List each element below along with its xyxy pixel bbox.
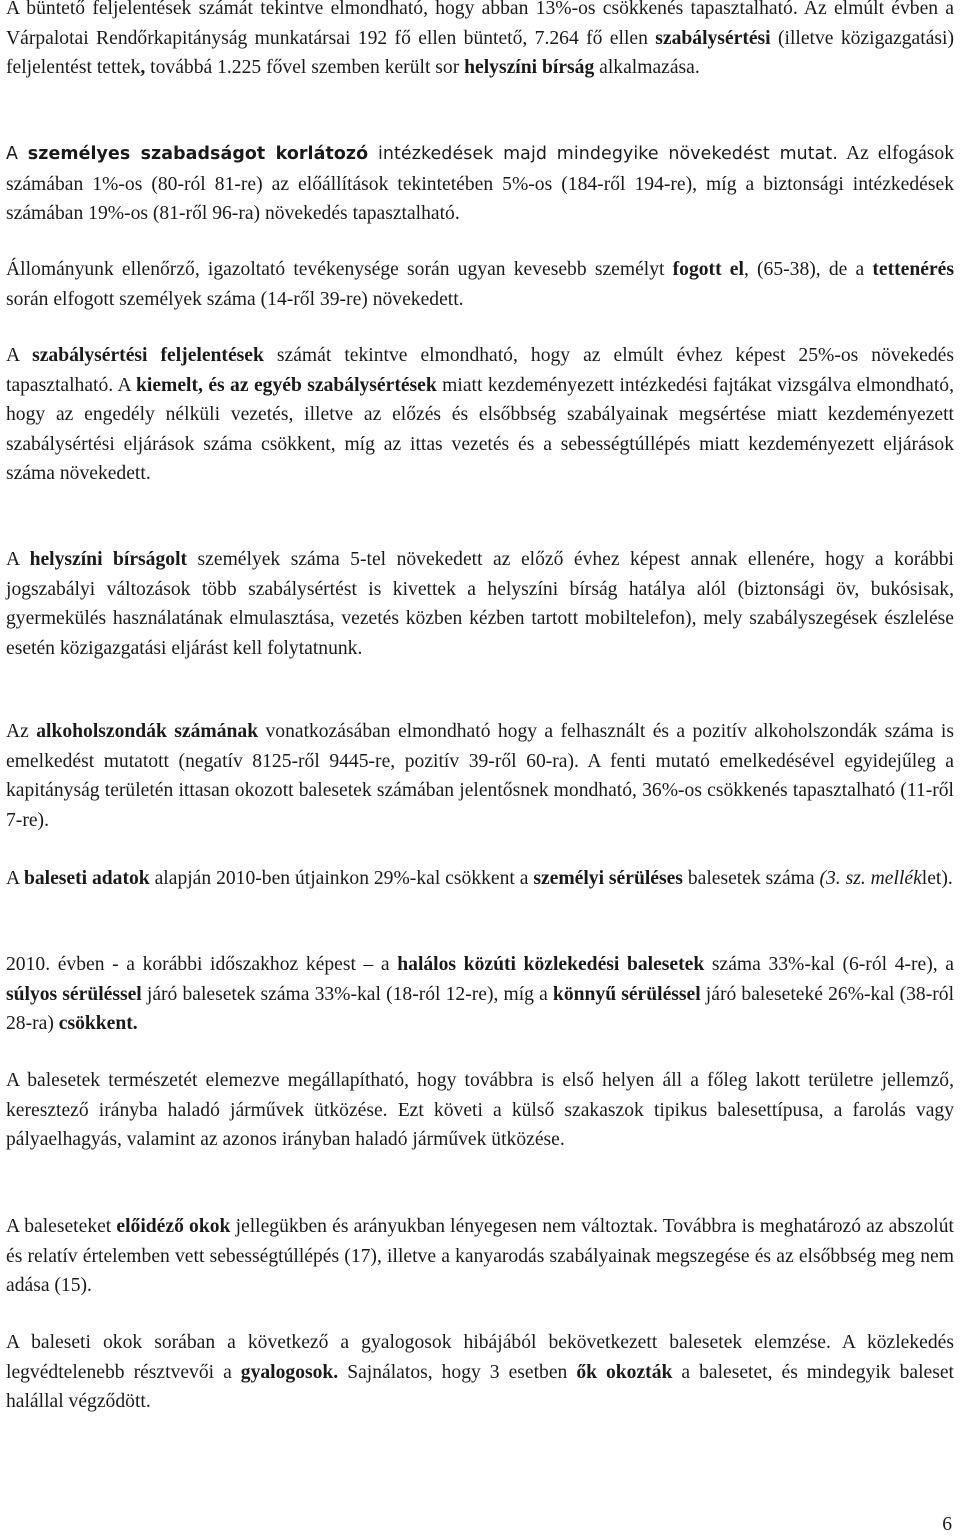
emphasis-text: előidéző okok: [116, 1216, 231, 1237]
body-text: intézkedések majd mindegyike növekedést mutat.: [368, 144, 838, 164]
body-text: alkalmazása.: [594, 57, 700, 79]
body-text: let).: [921, 868, 953, 889]
body-text: A: [6, 345, 33, 366]
paragraph-misdemeanor-reports: [6, 341, 954, 489]
emphasis-text: könnyű sérüléssel: [552, 983, 701, 1005]
emphasis-text: ,: [140, 57, 146, 79]
body-text: , (65-38), de a: [743, 259, 873, 280]
paragraph-accident-data: [6, 864, 954, 894]
emphasis-text: csökkent.: [58, 1013, 138, 1035]
paragraph-pedestrians: [6, 1328, 954, 1417]
body-text: A baleseteket: [6, 1216, 117, 1237]
paragraph-on-spot-fines: [6, 545, 954, 663]
emphasis-text: ők okozták: [576, 1361, 673, 1383]
emphasis-text: kiemelt, és az egyéb szabálysértések: [135, 374, 437, 396]
emphasis-text: helyszíni bírság: [464, 57, 595, 79]
body-text: A baleseti okok sorában a következő a gyalogosok hibájából bekövetkezett balesetek elemzése. A közlekedés legvédtelenebb résztvevői a: [6, 1332, 954, 1383]
body-text: Az elfogások számában 1%-os (80-ról 81-re) az előállítások tekintetében 5%-os (184-ről 194-re), míg a biztonsági intézkedések számában 19%-os (81-ről 96-ra) növekedés tapasztalható.: [6, 143, 955, 225]
body-text: száma 33%-kal (6-ról 4-re), a: [704, 954, 954, 975]
body-text: személyek száma 5-tel növekedett az előző évhez képest annak ellenére, hogy a korábbi jogszabályi változások több szabálysértést is kivettek a helyszíni bírság hatálya alól (biztonsági öv, bukósisak, gyermekülés használatának elmulasztása, vezetés közben kézben tartott mobiltelefon), mely szabályszegések észlelése esetén közigazgatási eljárást kell folytatnunk.: [6, 549, 955, 659]
body-text: vonatkozásában elmondható hogy a felhasznált és a pozitív alkoholszondák száma is emelkedést mutatott (negatív 8125-ről 9445-re, pozitív 39-ről 60-ra). A fenti mutató emelkedésével egyidejűleg a kapitányság területén ittasan okozott balesetek számában jelentősnek mondható, 36%-os csökkenés tapasztalható (11-ről 7-re).: [6, 721, 954, 831]
body-text: A: [6, 144, 28, 164]
emphasis-text: személyes szabadságot korlátozó: [27, 144, 369, 164]
emphasis-text: szabálysértési: [655, 27, 771, 49]
emphasis-text: fogott el: [672, 259, 744, 280]
body-text: A büntető feljelentések számát tekintve elmondható, hogy abban 13%-os csökkenés tapasztalható. Az elmúlt évben a Várpalotai Rendőrkapitányság munkatársai 192 fő ellen büntető, 7.264 fő ellen: [6, 0, 954, 49]
body-text: miatt kezdeményezett intézkedési fajtákat vizsgálva elmondható, hogy az engedély nélküli vezetés, illetve az előzés és elsőbbség szabályainak megsértése miatt kezdeményezett szabálysértési eljárások száma csökkent, míg az ittas vezetés és a sebességtúllépés miatt kezdeményezett eljárások száma növekedett.: [6, 374, 954, 485]
body-text: járó balesetek száma 33%-kal (18-ról 12-re), míg a: [141, 983, 553, 1005]
emphasis-text: tettenérés: [872, 259, 954, 280]
paragraph-accident-severity: [6, 950, 954, 1039]
italic-text: (3. sz. mellék: [819, 868, 922, 889]
paragraph-checks-arrests: [6, 255, 954, 314]
paragraph-criminal-reports: [6, 0, 954, 83]
body-text: Állományunk ellenőrző, igazoltató tevékenysége során ugyan kevesebb személyt: [6, 259, 673, 280]
body-text: járó baleseteké 26%-kal (38-ról 28-ra): [6, 983, 955, 1035]
emphasis-text: személyi sérüléses: [533, 868, 683, 889]
paragraph-accident-causes: [6, 1212, 954, 1301]
emphasis-text: szabálysértési feljelentések: [32, 345, 264, 366]
body-text: balesetek száma: [682, 868, 820, 889]
body-text: alapján 2010-ben útjainkon 29%-kal csökkent a: [149, 868, 534, 889]
emphasis-text: alkoholszondák számának: [36, 721, 259, 742]
body-text: a balesetet, és mindegyik baleset halállal végződött.: [6, 1361, 954, 1413]
body-text: számát tekintve elmondható, hogy az elmúlt évhez képest 25%-os növekedés tapasztalható. A: [6, 345, 955, 396]
body-text: jellegükben és arányukban lényegesen nem változtak. Továbbra is meghatározó az abszolút és relatív értelemben vett sebességtúllépés (17), illetve a kanyarodás szabályainak megszegése és az elsőbbség meg nem adása (15).: [6, 1216, 954, 1297]
emphasis-text: helyszíni bírságolt: [29, 549, 188, 570]
emphasis-text: súlyos sérüléssel: [6, 983, 142, 1005]
body-text: során elfogott személyek száma (14-ről 39-re) növekedett.: [6, 288, 464, 310]
body-text: Az: [6, 721, 37, 742]
body-text: 2010. évben - a korábbi időszakhoz képest – a: [6, 954, 398, 975]
paragraph-liberty-restriction: [6, 139, 954, 229]
emphasis-text: baleseti adatok: [23, 868, 150, 889]
body-text: A balesetek természetét elemezve megállapítható, hogy továbbra is első helyen áll a főleg lakott területre jellemző, keresztező irányba haladó járművek ütközése. Ezt követi a külső szakaszok tipikus balesettípusa, a farolás vagy pályaelhagyás, valamint az azonos irányban haladó járművek ütközése.: [6, 1070, 954, 1151]
body-text: továbbá 1.225 fővel szemben került sor: [145, 57, 465, 79]
page-number: 6: [942, 1514, 952, 1535]
body-text: Sajnálatos, hogy 3 esetben: [338, 1361, 577, 1383]
emphasis-text: halálos közúti közlekedési balesetek: [397, 954, 705, 975]
body-text: (illetve közigazgatási) feljelentést tettek: [6, 27, 954, 79]
body-text: A: [6, 868, 24, 889]
paragraph-breathalyzer: [6, 717, 954, 835]
emphasis-text: gyalogosok.: [240, 1361, 339, 1383]
body-text: A: [6, 549, 30, 570]
paragraph-accident-types: [6, 1066, 954, 1155]
